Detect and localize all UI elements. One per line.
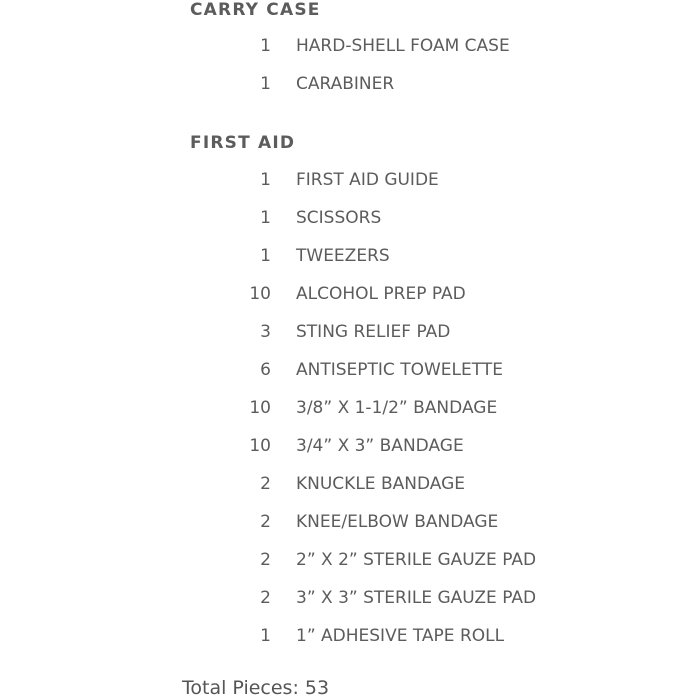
item-name: TWEEZERS <box>296 246 390 266</box>
total-pieces: Total Pieces: 53 <box>182 677 330 699</box>
item-name: 3/8” X 1-1/2” BANDAGE <box>296 398 498 418</box>
section-heading-carry-case: CARRY CASE <box>190 0 321 20</box>
item-name: 3/4” X 3” BANDAGE <box>296 436 464 456</box>
item-name: SCISSORS <box>296 208 382 228</box>
item-name: 3” X 3” STERILE GAUZE PAD <box>296 588 537 608</box>
item-name: ALCOHOL PREP PAD <box>296 284 466 304</box>
item-name: KNUCKLE BANDAGE <box>296 474 465 494</box>
item-name: ANTISEPTIC TOWELETTE <box>296 360 503 380</box>
section-heading-first-aid: FIRST AID <box>190 133 296 153</box>
item-quantity: 2 <box>260 550 271 570</box>
item-quantity: 1 <box>260 246 271 266</box>
item-quantity: 3 <box>260 322 271 342</box>
item-quantity: 2 <box>260 512 271 532</box>
item-name: 2” X 2” STERILE GAUZE PAD <box>296 550 537 570</box>
item-name: HARD-SHELL FOAM CASE <box>296 36 510 56</box>
item-quantity: 1 <box>260 208 271 228</box>
item-name: 1” ADHESIVE TAPE ROLL <box>296 626 505 646</box>
item-quantity: 2 <box>260 588 271 608</box>
item-quantity: 1 <box>260 626 271 646</box>
item-quantity: 1 <box>260 36 271 56</box>
item-name: CARABINER <box>296 74 395 94</box>
item-quantity: 10 <box>249 436 271 456</box>
item-quantity: 2 <box>260 474 271 494</box>
item-quantity: 1 <box>260 170 271 190</box>
item-quantity: 10 <box>249 398 271 418</box>
item-quantity: 6 <box>260 360 271 380</box>
item-quantity: 10 <box>249 284 271 304</box>
item-name: FIRST AID GUIDE <box>296 170 439 190</box>
item-name: KNEE/ELBOW BANDAGE <box>296 512 499 532</box>
item-quantity: 1 <box>260 74 271 94</box>
item-name: STING RELIEF PAD <box>296 322 451 342</box>
